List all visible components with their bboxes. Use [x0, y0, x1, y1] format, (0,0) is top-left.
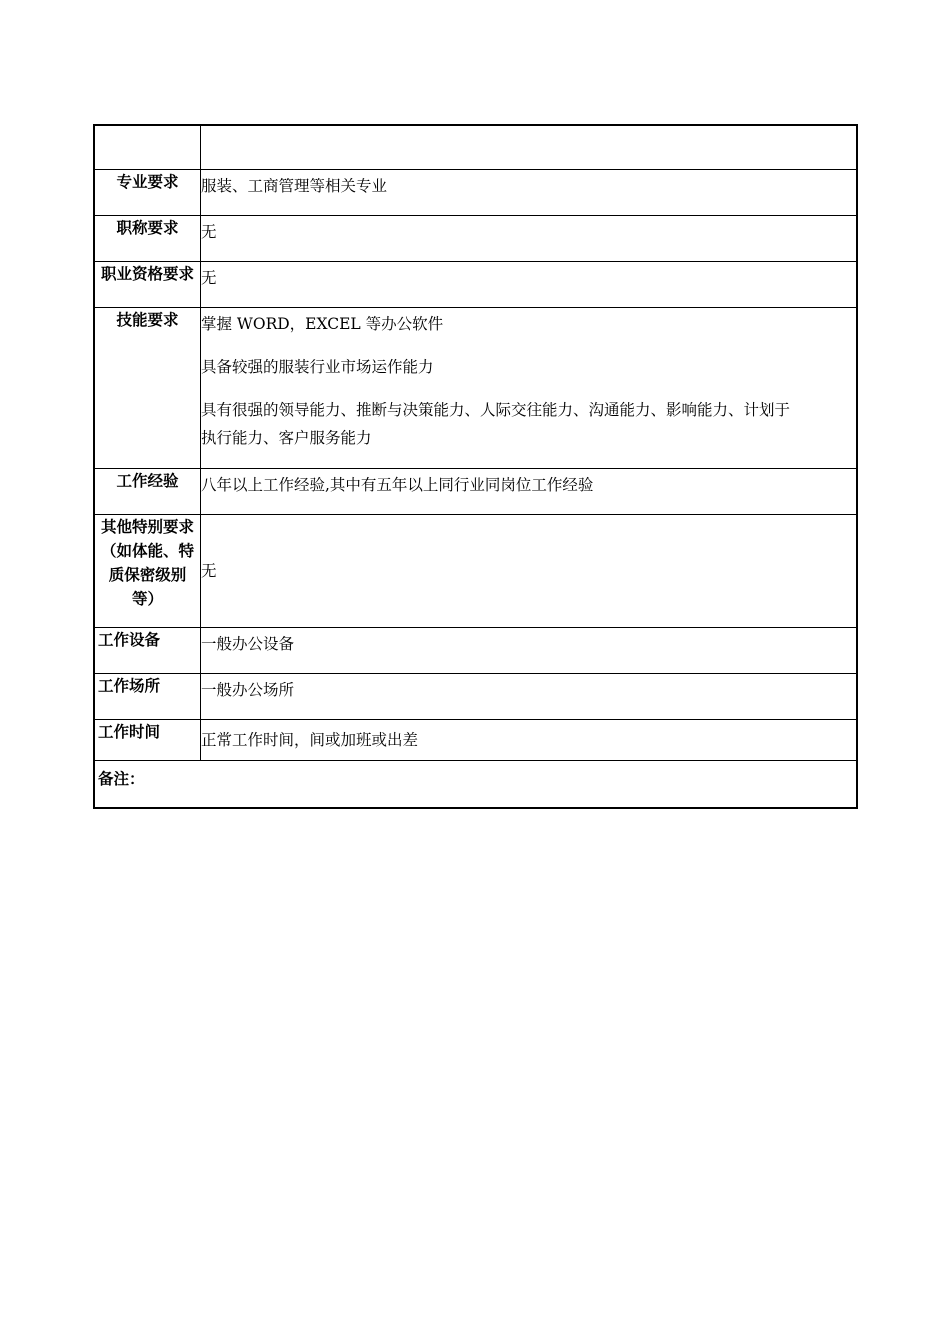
- other-requirements-label: [94, 515, 201, 628]
- job-requirements-table: [93, 124, 858, 809]
- other-label-line: 其他特别要求: [100, 518, 194, 536]
- skills-label: 技能要求: [94, 308, 201, 469]
- note-label: 备注：: [94, 761, 857, 809]
- table-row: [94, 674, 857, 720]
- title-value: 无: [201, 216, 858, 262]
- qualification-label: 职业资格要求: [94, 262, 201, 308]
- major-value: 服装、工商管理等相关专业: [201, 170, 858, 216]
- table-row: [94, 262, 857, 308]
- table-row: [94, 469, 857, 515]
- place-label: 工作场所: [94, 674, 201, 720]
- other-label-line: 质保密级别: [108, 566, 187, 584]
- equipment-label: 工作设备: [94, 628, 201, 674]
- requirements-table-container: [93, 124, 858, 809]
- skill-item: 具有很强的领导能力、推断与决策能力、人际交往能力、沟通能力、影响能力、计划于: [201, 401, 791, 419]
- skill-item: 执行能力、客户服务能力: [201, 429, 372, 447]
- table-row: [94, 125, 857, 170]
- time-value: 正常工作时间，间或加班或出差: [201, 720, 858, 761]
- skills-value: [201, 308, 858, 469]
- other-label-line: （如体能、特: [100, 542, 194, 560]
- skill-item: 具备较强的服装行业市场运作能力: [201, 358, 434, 376]
- equipment-value: 一般办公设备: [201, 628, 858, 674]
- table-row: [94, 628, 857, 674]
- table-row: [94, 515, 857, 628]
- place-value: 一般办公场所: [201, 674, 858, 720]
- experience-value: 八年以上工作经验,其中有五年以上同行业同岗位工作经验: [201, 469, 858, 515]
- empty-value-cell: [201, 125, 858, 170]
- title-label: 职称要求: [94, 216, 201, 262]
- other-requirements-value: 无: [201, 515, 858, 628]
- major-label: 专业要求: [94, 170, 201, 216]
- experience-label: 工作经验: [94, 469, 201, 515]
- table-row: [94, 216, 857, 262]
- other-label-line: 等）: [131, 590, 163, 608]
- table-row: [94, 308, 857, 469]
- empty-label-cell: [94, 125, 201, 170]
- table-row: [94, 761, 857, 809]
- qualification-value: 无: [201, 262, 858, 308]
- skill-item: 掌握 WORD，EXCEL 等办公软件: [201, 315, 444, 333]
- table-row: [94, 720, 857, 761]
- table-row: [94, 170, 857, 216]
- time-label: 工作时间: [94, 720, 201, 761]
